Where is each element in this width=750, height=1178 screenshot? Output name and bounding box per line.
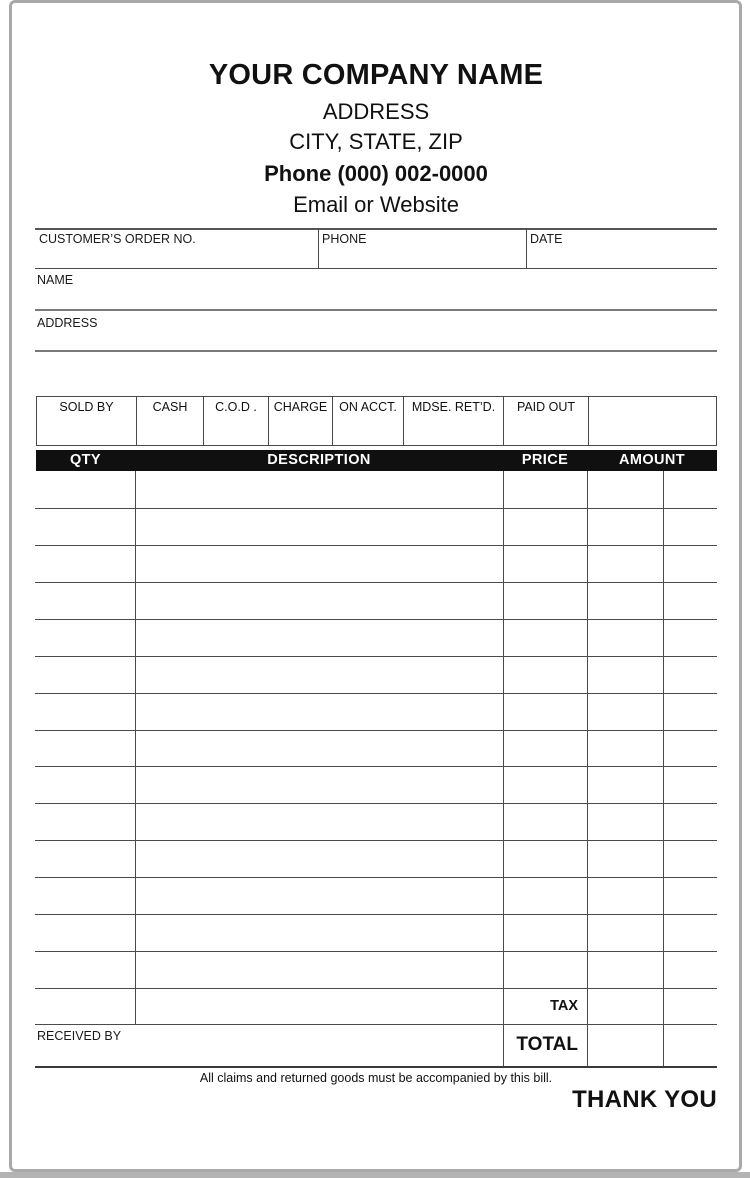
phone-label: PHONE <box>322 232 367 246</box>
items-table-header-bar <box>36 450 717 471</box>
amount-column-divider <box>587 471 588 1066</box>
name-underline <box>35 309 717 311</box>
table-header-price: PRICE <box>521 452 569 468</box>
name-label: NAME <box>37 273 74 287</box>
phone-date-divider <box>526 228 527 268</box>
date-label: DATE <box>530 232 563 246</box>
payment-cell-paid-out: PAID OUT <box>504 397 589 445</box>
payment-cell-empty <box>589 397 716 445</box>
tax-label: TAX <box>550 998 578 1014</box>
address-underline <box>35 350 717 352</box>
payment-cell-cash: CASH <box>137 397 204 445</box>
customer-grid-bottom-line <box>35 268 717 269</box>
tax-total-separator-line <box>35 1024 717 1025</box>
table-header-amount: AMOUNT <box>618 452 686 468</box>
received-by-label: RECEIVED BY <box>37 1029 122 1043</box>
payment-cell-charge: CHARGE <box>269 397 333 445</box>
address-label: ADDRESS <box>37 316 98 330</box>
payment-cell-mdse-retd: MDSE. RET’D. <box>404 397 504 445</box>
company-city-state-zip: CITY, STATE, ZIP <box>289 129 463 154</box>
claims-note: All claims and returned goods must be accompanied by this bill. <box>199 1071 553 1085</box>
customer-order-no-label: CUSTOMER’S ORDER NO. <box>39 232 196 246</box>
price-column-divider <box>503 471 504 1066</box>
payment-cell-cod: C.O.D . <box>204 397 269 445</box>
payment-cell-on-acct: ON ACCT. <box>333 397 404 445</box>
total-label: TOTAL <box>516 1034 578 1055</box>
company-address: ADDRESS <box>322 99 430 124</box>
thank-you-text: THANK YOU <box>572 1086 717 1113</box>
table-header-qty: QTY <box>69 452 101 468</box>
company-phone: Phone (000) 002-0000 <box>264 161 488 186</box>
company-name: YOUR COMPANY NAME <box>208 59 544 91</box>
payment-cell-sold-by: SOLD BY <box>37 397 137 445</box>
order-phone-divider <box>318 228 319 268</box>
table-bottom-line <box>35 1066 717 1068</box>
card-bottom-shadow <box>0 1172 750 1178</box>
payment-method-row <box>36 396 717 446</box>
qty-column-divider <box>135 471 136 1024</box>
company-email-or-website: Email or Website <box>293 192 459 217</box>
table-header-description: DESCRIPTION <box>267 452 371 468</box>
customer-grid-top-line <box>35 228 717 230</box>
amount-cents-divider <box>663 471 664 1066</box>
